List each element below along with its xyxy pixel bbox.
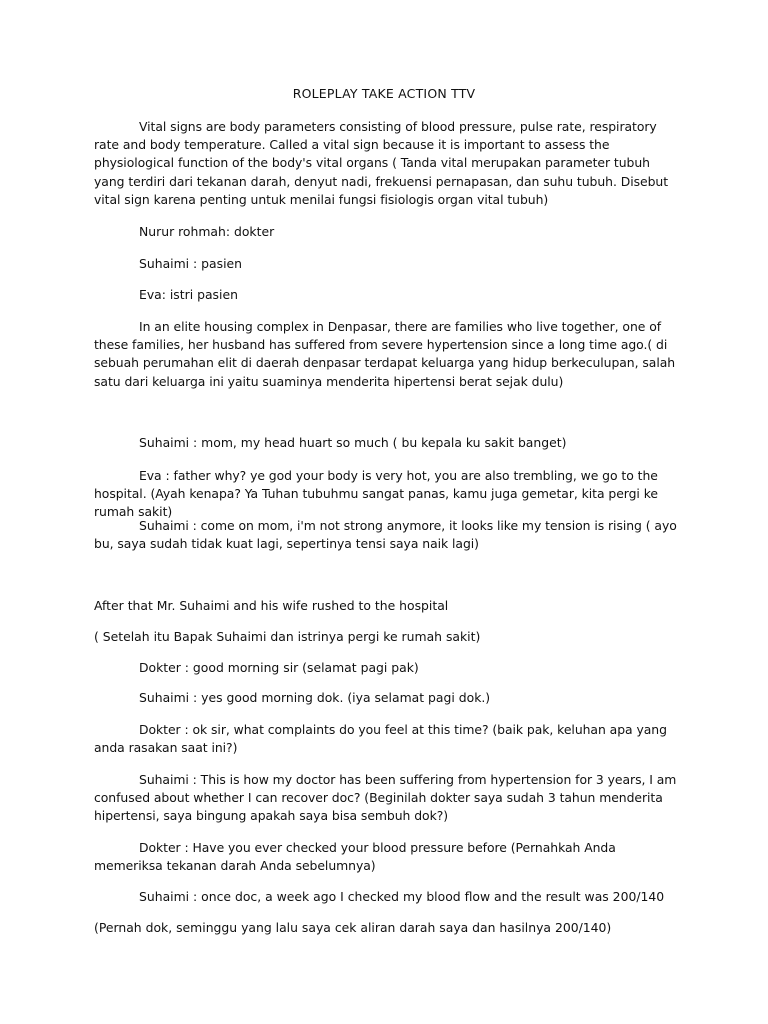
cast-line-doctor: Nurur rohmah: dokter [139,224,275,239]
transition-translation-line: ( Setelah itu Bapak Suhaimi dan istrinya pergi ke rumah sakit) [94,629,481,644]
cast-line-patient: Suhaimi : pasien [139,256,243,271]
intro-paragraph: Vital signs are body parameters consisting of blood pressure, pulse rate, respiratory rate and body temperature. Called a vital sign because it is important to assess the physiological function of the body's vital organs ( Tanda vital merupakan parameter tubuh yang terdiri dari tekanan darah, denyut nadi, frekuensi pernapasan, dan suhu tubuh. Disebut vital sign karena penting untuk menilai fungsi fisiologis organ vital tubuh) [94,119,669,207]
setting-paragraph: In an elite housing complex in Denpasar, there are families who live together, one of these families, her husband has suffered from severe hypertension since a long time ago.( di sebuah perumahan elit di daerah denpasar terdapat keluarga yang hidup berkeculupan, salah satu dari keluarga ini yaitu suaminya menderita hipertensi berat sejak dulu) [94,319,676,389]
dialogue-line: Dokter : ok sir, what complaints do you feel at this time? (baik pak, keluhan apa yang anda rasakan saat ini?) [94,722,667,756]
closing-line: (Pernah dok, seminggu yang lalu saya cek aliran darah saya dan hasilnya 200/140) [94,920,612,935]
dialogue-line: Suhaimi : This is how my doctor has been suffering from hypertension for 3 years, I am confused about whether I can recover doc? (Beginilah dokter saya sudah 3 tahun menderita hipertensi, saya bingung apakah saya bisa sembuh dok?) [94,772,677,824]
dialogue-line: Dokter : good morning sir (selamat pagi pak) [139,660,419,675]
transition-line: After that Mr. Suhaimi and his wife rushed to the hospital [94,598,449,613]
cast-line-wife: Eva: istri pasien [139,287,238,302]
dialogue-line: Suhaimi : once doc, a week ago I checked my blood flow and the result was 200/140 [139,889,665,904]
dialogue-line: Suhaimi : come on mom, i'm not strong anymore, it looks like my tension is rising ( ayo bu, saya sudah tidak kuat lagi, sepertinya tensi saya naik lagi) [94,518,677,552]
dialogue-line: Suhaimi : yes good morning dok. (iya selamat pagi dok.) [139,690,491,705]
dialogue-line: Dokter : Have you ever checked your blood pressure before (Pernahkah Anda memeriksa tekanan darah Anda sebelumnya) [94,840,616,874]
dialogue-line: Suhaimi : mom, my head huart so much ( bu kepala ku sakit banget) [139,435,567,450]
document-title: ROLEPLAY TAKE ACTION TTV [292,86,476,101]
dialogue-line: Eva : father why? ye god your body is very hot, you are also trembling, we go to the hospital. (Ayah kenapa? Ya Tuhan tubuhmu sangat panas, kamu juga gemetar, kita pergi ke rumah sakit) [94,468,658,520]
